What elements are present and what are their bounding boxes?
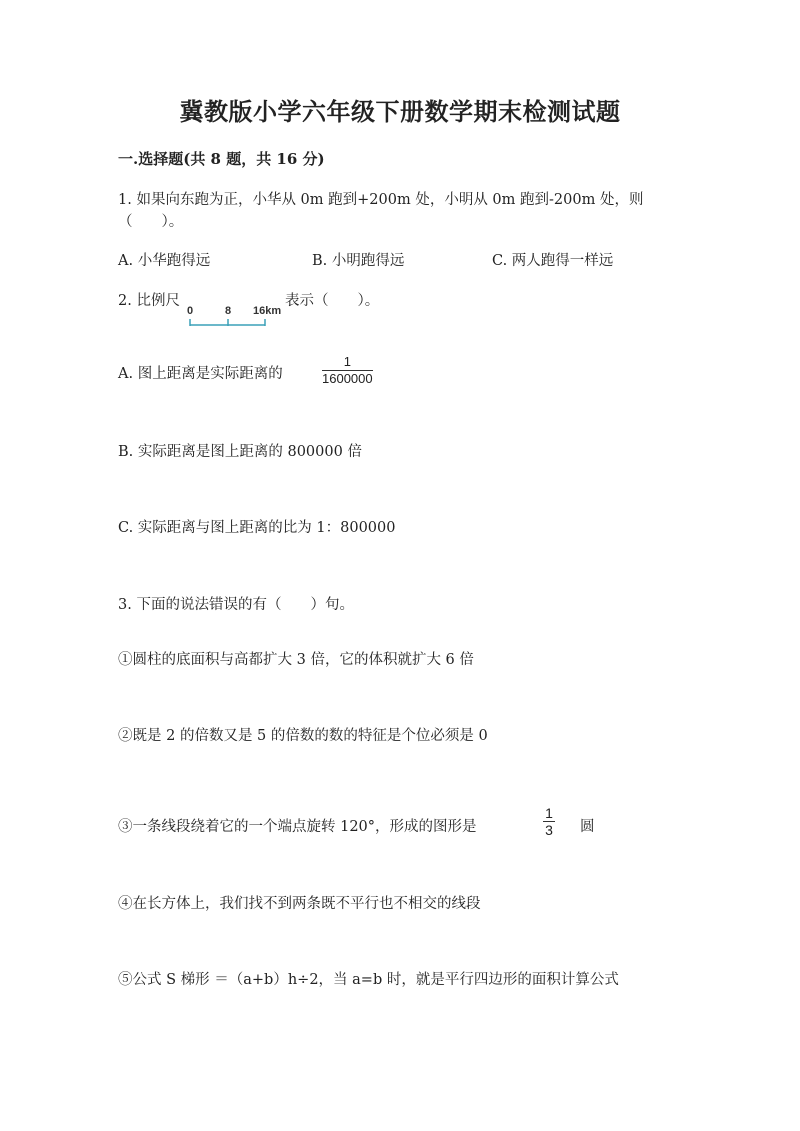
scale-label-16km: 16km: [253, 305, 282, 317]
question-3-statement-1: ①圆柱的底面积与高都扩大 3 倍，它的体积就扩大 6 倍: [118, 652, 474, 668]
question-2-prefix: 2. 比例尺: [118, 293, 180, 309]
question-3-statement-5: ⑤公式 S 梯形 ＝（a+b）h÷2，当 a=b 时，就是平行四边形的面积计算公式: [118, 972, 619, 988]
question-3-statement-4: ④在长方体上，我们找不到两条既不平行也不相交的线段: [118, 896, 481, 912]
fraction-numerator: 1: [343, 354, 351, 369]
fraction-numerator: 1: [545, 805, 553, 821]
question-2-suffix: 表示（ ）。: [285, 293, 380, 309]
question-1-option-a: A. 小华跑得远: [118, 253, 211, 269]
section-heading: 一.选择题(共 8 题，共 16 分): [118, 150, 325, 168]
question-1-blank: （ ）。: [118, 214, 184, 230]
fraction-denominator: 3: [545, 822, 553, 838]
fraction-denominator: 1600000: [322, 371, 373, 386]
page-title: 冀教版小学六年级下册数学期末检测试题: [179, 97, 621, 126]
question-1-text: 1. 如果向东跑为正，小华从 0m 跑到+200m 处，小明从 0m 跑到-200m 处，则: [118, 192, 644, 208]
scale-bar: [185, 305, 285, 327]
scale-label-0: 0: [187, 305, 194, 317]
question-3-statement-2: ②既是 2 的倍数又是 5 的倍数的数的特征是个位必须是 0: [118, 728, 488, 744]
question-3-statement-3-suffix: 圆: [580, 819, 595, 835]
question-2-option-a-fraction: [322, 354, 373, 387]
question-3-text: 3. 下面的说法错误的有（ ）句。: [118, 597, 354, 613]
question-3-statement-3-fraction: [543, 805, 555, 838]
question-1-option-b: B. 小明跑得远: [312, 253, 405, 269]
question-2-option-b: B. 实际距离是图上距离的 800000 倍: [118, 444, 362, 460]
question-2-option-a: A. 图上距离是实际距离的: [118, 366, 283, 382]
question-2-option-c: C. 实际距离与图上距离的比为 1：800000: [118, 520, 396, 536]
question-1-option-c: C. 两人跑得一样远: [492, 253, 614, 269]
scale-label-8: 8: [225, 305, 232, 317]
question-3-statement-3: ③一条线段绕着它的一个端点旋转 120°，形成的图形是: [118, 819, 477, 835]
scale-line: [185, 317, 285, 327]
